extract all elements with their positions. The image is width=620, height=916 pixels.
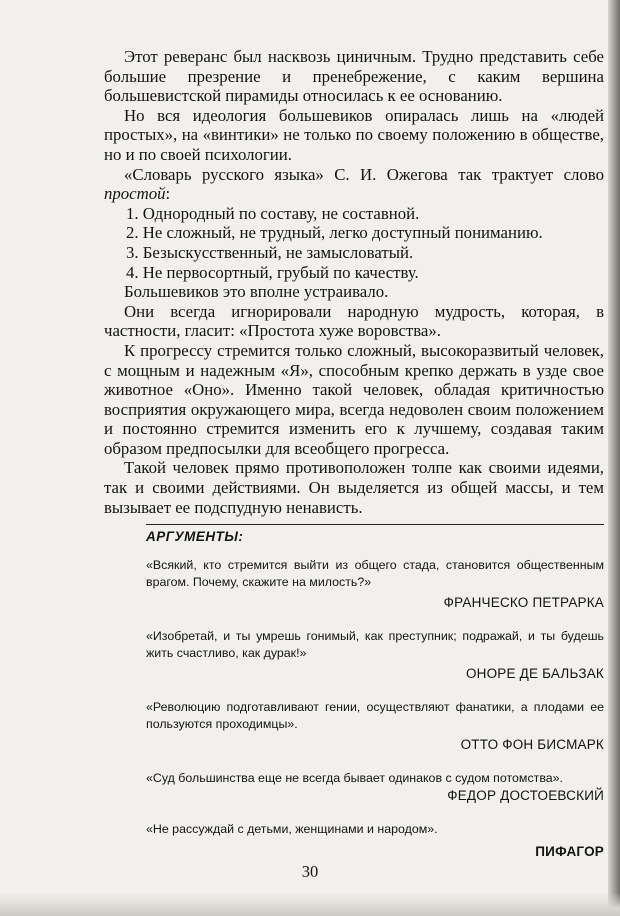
arguments-section [146,524,604,860]
paragraph: К прогрессу стремится только сложный, высокоразвитый человек, с мощным и надежным «Я», способным крепко держать в узде свое животное «Оно». Именно такой человек, обладая критичностью восприятия окружающего мира, всегда недоволен своим положением и постоянно стремится изменить его к лучшему, создавая таким образом предпосылки для всеобщего прогресса. [104,340,604,458]
quote-author: ПИФАГОР [535,844,604,859]
quote-item [146,628,604,682]
paragraph-lead: «Словарь русского языка» С. И. Ожегова так трактует слово [124,164,604,184]
quote-author: ФРАНЧЕСКО ПЕТРАРКА [443,595,604,610]
main-text [104,47,604,517]
quote-text: «Не рассуждай с детьми, женщинами и народом». [146,821,438,836]
quote-author: ОНОРЕ ДЕ БАЛЬЗАК [465,666,604,681]
paragraph-dictionary [104,165,604,204]
quote-item [146,821,604,861]
paragraph: Такой человек прямо противоположен толпе как своими идеями, так и своими действиями. Он выделяется из общей массы, и тем вызывает ее подспудную ненависть. [104,458,604,517]
arguments-divider [146,524,604,525]
page-bottom-shadow [0,892,620,916]
page-edge-shadow [608,0,620,916]
quote-text: «Суд большинства еще не всегда бывает одинаков с судом потомства». [146,771,563,785]
paragraph: Этот реверанс был насквозь циничным. Трудно представить себе большие презрение и пренебрежение, с каким вершина большевистской пирамиды относилась к ее основанию. [104,47,604,106]
quote-author: ОТТО ФОН БИСМАРК [460,737,604,752]
quote-item [146,557,604,611]
quote-text: «Изобретай, и ты умрешь гонимый, как преступник; подражай, и ты будешь жить счастливо, как дурак!» [146,629,604,660]
paragraph: Но вся идеология большевиков опиралась лишь на «людей простых», на «винтики» не только по своему положению в обществе, но и по своей психологии. [104,105,604,164]
quote-item [146,770,604,804]
definition-item: 4. Не первосортный, грубый по качеству. [126,262,419,282]
definition-item: 3. Безыскусственный, не замысловатый. [126,242,414,262]
quote-text: «Революцию подготавливают гении, осуществляют фанатики, а плодами ее пользуются проходимцы». [146,700,604,731]
quote-author: ФЕДОР ДОСТОЕВСКИЙ [447,787,604,803]
paragraph: Большевиков это вполне устраивало. [124,282,389,302]
paragraph-colon: : [165,184,171,204]
definition-item: 2. Не сложный, не трудный, легко доступный пониманию. [126,223,543,243]
quote-text: «Всякий, кто стремится выйти из общего стада, становится общественным врагом. Почему, скажите на милость?» [146,558,604,589]
term-prostoy: простой [104,184,166,204]
quote-item [146,699,604,753]
paragraph: Они всегда игнорировали народную мудрость, которая, в частности, гласит: «Простота хуже воровства». [104,301,604,341]
page-number: 30 [301,862,319,881]
arguments-title: АРГУМЕНТЫ: [146,529,244,544]
definition-item: 1. Однородный по составу, не составной. [126,203,420,223]
